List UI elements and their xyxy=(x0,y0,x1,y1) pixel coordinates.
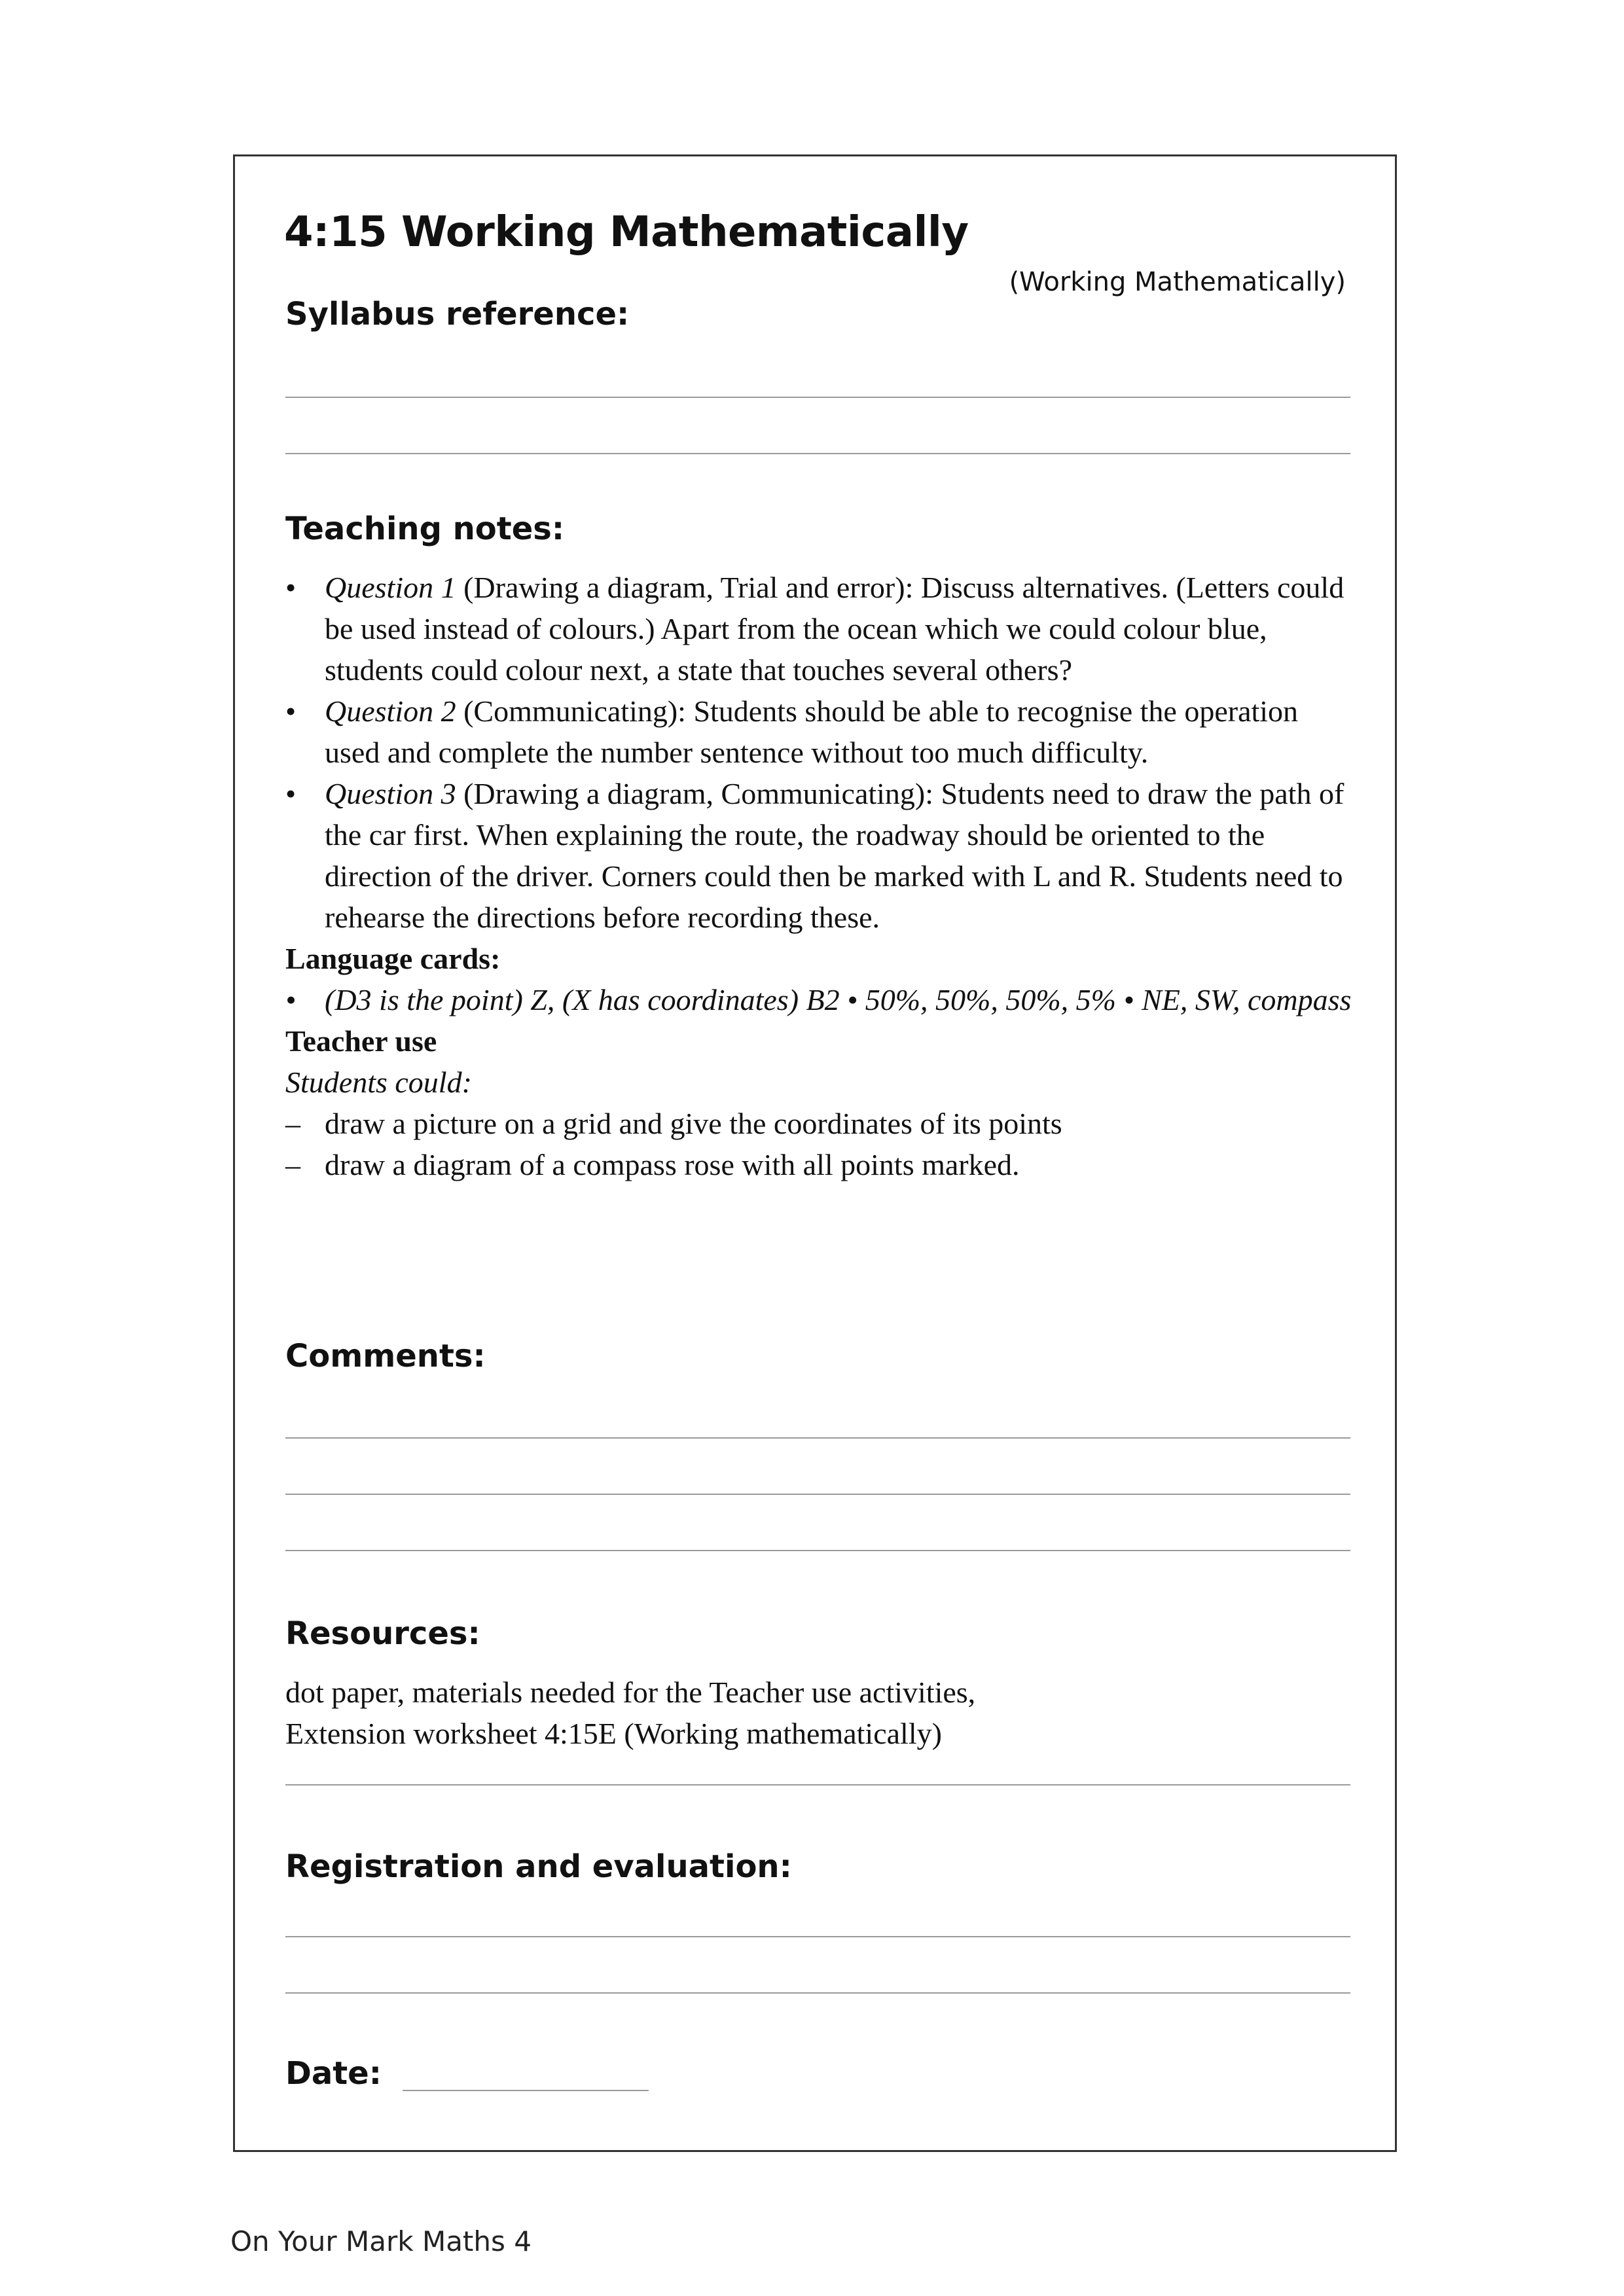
page-title: 4:15 Working Mathematically xyxy=(284,208,969,257)
question-text: (Communicating): Students should be able to recognise the operation used and complete the number sentence without too much difficulty. xyxy=(325,694,1299,769)
date-field-line xyxy=(403,2090,649,2091)
teacher-use-item: – draw a picture on a grid and give the coordinates of its points xyxy=(285,1103,1359,1144)
teacher-use-item: – draw a diagram of a compass rose with all points marked. xyxy=(285,1144,1359,1185)
question-text: (Drawing a diagram, Trial and error): Discuss alternatives. (Letters could be used instead of colours.) Apart from the ocean which we could colour blue, students could colour next, a state that touches several others? xyxy=(325,571,1344,687)
comments-line-3 xyxy=(285,1550,1350,1551)
date-label: Date: xyxy=(285,2055,382,2092)
language-cards-heading: Language cards: xyxy=(285,942,501,975)
teacher-use-heading: Teacher use xyxy=(285,1024,437,1058)
teacher-use-list xyxy=(285,1103,1359,1185)
question-text: (Drawing a diagram, Communicating): Students need to draw the path of the car first. When explaining the route, the roadway should be oriented to the direction of the driver. Corners could then be marked with L and R. Students need to rehearse the directions before recording these. xyxy=(325,777,1344,934)
resources-line-rule xyxy=(285,1784,1350,1785)
teaching-notes-body xyxy=(285,567,1359,1185)
question-item xyxy=(285,773,1359,938)
registration-heading: Registration and evaluation: xyxy=(285,1848,792,1885)
resources-line: dot paper, materials needed for the Teacher use activities, xyxy=(285,1676,976,1709)
page-subtitle: (Working Mathematically) xyxy=(1009,267,1346,297)
comments-line-1 xyxy=(285,1437,1350,1439)
registration-line-1 xyxy=(285,1936,1350,1937)
question-label: Question 1 xyxy=(325,571,456,604)
question-item xyxy=(285,567,1359,691)
teacher-use-intro: Students could: xyxy=(285,1066,472,1099)
question-label: Question 2 xyxy=(325,694,456,728)
resources-heading: Resources: xyxy=(285,1615,480,1652)
page-footer: On Your Mark Maths 4 xyxy=(230,2225,532,2257)
comments-heading: Comments: xyxy=(285,1338,486,1374)
syllabus-line-2 xyxy=(285,453,1350,454)
registration-line-2 xyxy=(285,1992,1350,1994)
question-item xyxy=(285,691,1359,773)
comments-line-2 xyxy=(285,1494,1350,1495)
resources-line: Extension worksheet 4:15E (Working mathematically) xyxy=(285,1717,942,1750)
syllabus-line-1 xyxy=(285,397,1350,398)
question-list xyxy=(285,567,1359,938)
resources-body xyxy=(285,1672,1359,1754)
language-cards-list xyxy=(285,979,1359,1020)
syllabus-heading: Syllabus reference: xyxy=(285,296,630,332)
teaching-notes-heading: Teaching notes: xyxy=(285,511,565,547)
language-cards-item: • (D3 is the point) Z, (X has coordinates) B2 • 50%, 50%, 50%, 5% • NE, SW, compass xyxy=(285,979,1359,1020)
question-label: Question 3 xyxy=(325,777,456,810)
